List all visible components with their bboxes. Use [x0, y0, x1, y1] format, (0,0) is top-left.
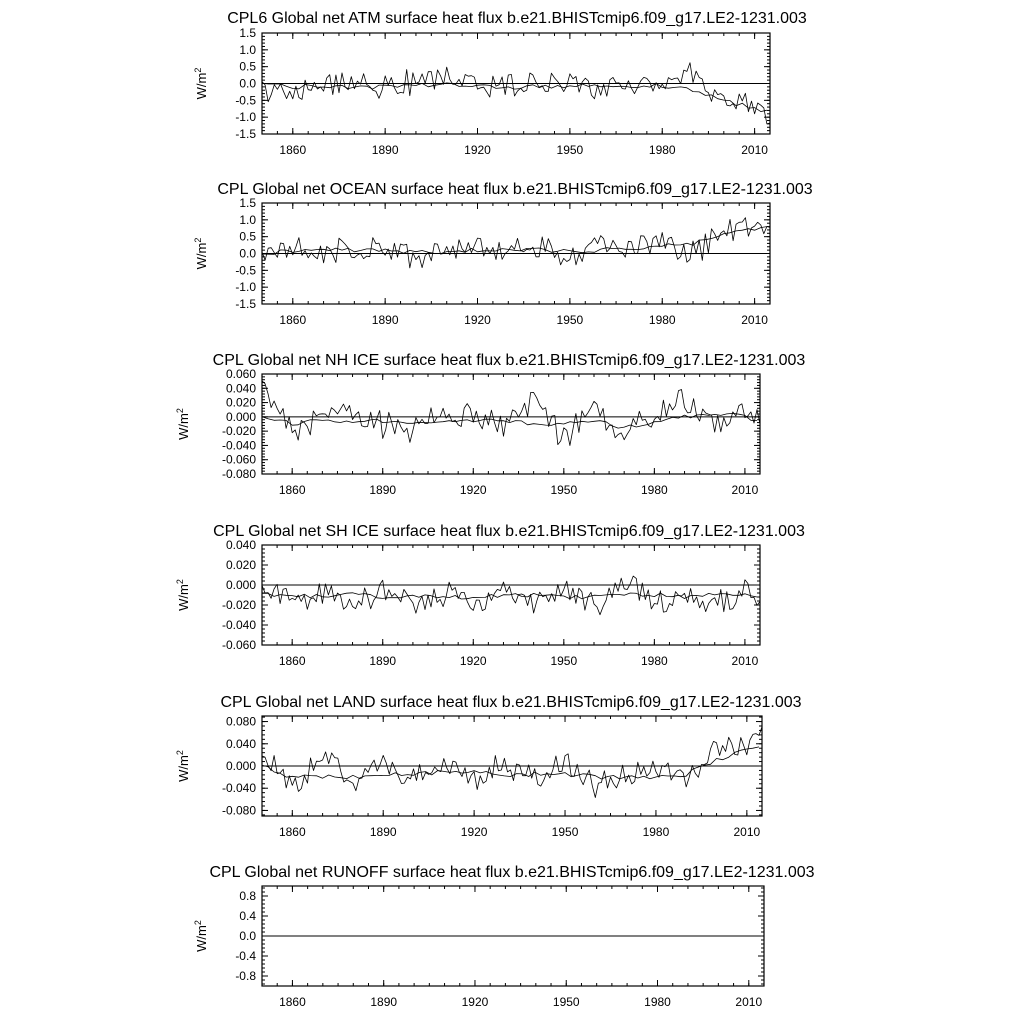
y-tick-label: 1.5 [239, 196, 256, 210]
y-tick-label: -0.060 [221, 452, 256, 467]
plot-frame [262, 374, 760, 474]
x-tick-label: 1980 [648, 313, 676, 327]
y-tick-label: -0.5 [235, 93, 256, 108]
x-tick-label: 1980 [644, 995, 671, 1009]
panel-3 [175, 352, 805, 497]
y-tick-label: -0.040 [221, 618, 256, 632]
y-axis-label: $W/m^2$ [193, 920, 209, 952]
y-tick-label: 0.040 [225, 736, 256, 751]
x-tick-label: 1860 [279, 313, 307, 327]
x-tick-label: 1980 [648, 143, 676, 157]
panel-1 [193, 10, 807, 157]
panel-title: CPL Global net OCEAN surface heat flux b.e21.BHISTcmip6.f09_g17.LE2-1231.003 [217, 181, 813, 198]
x-tick-label: 1920 [464, 313, 491, 327]
x-tick-label: 1920 [461, 995, 489, 1009]
y-axis-label: $W/m^2$ [175, 750, 191, 782]
y-tick-label: 0.4 [239, 909, 256, 923]
x-tick-label: 1890 [371, 313, 399, 327]
y-tick-label: -0.020 [221, 598, 256, 612]
y-tick-label: 0.0 [239, 929, 256, 943]
y-tick-label: -1.5 [235, 127, 256, 141]
y-tick-label: 0.0 [239, 246, 256, 261]
y-tick-label: 0.080 [225, 714, 256, 729]
y-axis-label: $W/m^2$ [175, 579, 191, 611]
y-axis-label: $W/m^2$ [175, 408, 191, 440]
x-tick-label: 1920 [459, 654, 487, 668]
y-tick-label: -1.0 [235, 280, 256, 295]
y-tick-label: 1.0 [239, 212, 256, 227]
y-tick-label: 0.020 [225, 558, 256, 572]
y-tick-label: -0.4 [235, 949, 256, 963]
panel-5 [175, 694, 802, 839]
x-tick-label: 2010 [741, 143, 768, 157]
x-tick-label: 1860 [278, 654, 306, 668]
y-tick-label: 1.5 [239, 26, 256, 40]
panel-6 [193, 864, 815, 1009]
y-tick-label: 0.5 [239, 59, 256, 74]
x-tick-label: 2010 [735, 995, 763, 1009]
x-tick-label: 1890 [371, 143, 399, 157]
x-tick-label: 2010 [731, 483, 759, 497]
y-tick-label: 0.040 [225, 538, 256, 552]
y-tick-label: 0.020 [225, 395, 256, 410]
y-tick-label: -0.020 [221, 424, 256, 439]
y-tick-label: 0.8 [239, 889, 256, 903]
x-tick-label: 1920 [459, 483, 487, 497]
x-tick-label: 1890 [370, 995, 398, 1009]
y-tick-label: 0.040 [225, 381, 256, 396]
y-tick-label: -0.8 [235, 969, 256, 983]
x-tick-label: 1890 [369, 483, 397, 497]
x-tick-label: 1980 [642, 825, 670, 839]
y-axis-label: $W/m^2$ [193, 237, 209, 270]
y-tick-label: 0.000 [225, 759, 256, 773]
panel-title: CPL6 Global net ATM surface heat flux b.e21.BHISTcmip6.f09_g17.LE2-1231.003 [227, 10, 807, 27]
x-tick-label: 2010 [731, 654, 759, 668]
x-tick-label: 1860 [278, 825, 306, 839]
y-tick-label: 0.000 [225, 409, 256, 424]
y-tick-label: 0.5 [239, 229, 256, 244]
x-tick-label: 1950 [556, 313, 584, 327]
series-line-1 [262, 381, 760, 446]
series-line-1 [262, 63, 770, 124]
x-tick-label: 1920 [464, 143, 491, 157]
y-tick-label: 0.000 [225, 578, 256, 592]
y-axis-label: $W/m^2$ [193, 67, 209, 100]
x-tick-label: 1950 [556, 143, 584, 157]
y-tick-label: 0.060 [225, 367, 256, 381]
x-tick-label: 2010 [741, 313, 768, 327]
series-line-1 [262, 218, 770, 268]
panel-2 [193, 181, 813, 327]
series-line-2 [262, 747, 759, 779]
y-tick-label: -0.040 [221, 781, 256, 796]
x-tick-label: 1860 [279, 143, 307, 157]
y-tick-label: -0.080 [221, 467, 256, 481]
panel-title: CPL Global net LAND surface heat flux b.e21.BHISTcmip6.f09_g17.LE2-1231.003 [220, 694, 802, 711]
x-tick-label: 1860 [278, 483, 306, 497]
panel-title: CPL Global net SH ICE surface heat flux b.e21.BHISTcmip6.f09_g17.LE2-1231.003 [213, 523, 805, 540]
panel-title: CPL Global net NH ICE surface heat flux b.e21.BHISTcmip6.f09_g17.LE2-1231.003 [212, 352, 806, 369]
x-tick-label: 1950 [550, 483, 578, 497]
panel-4 [175, 523, 805, 668]
x-tick-label: 1980 [641, 483, 668, 497]
x-tick-label: 1890 [369, 825, 397, 839]
y-tick-label: -0.060 [221, 638, 256, 652]
y-tick-label: -1.0 [235, 110, 256, 125]
y-tick-label: -0.040 [221, 438, 256, 453]
y-tick-label: -0.080 [221, 803, 256, 818]
x-tick-label: 1980 [641, 654, 668, 668]
x-tick-label: 1890 [369, 654, 397, 668]
y-tick-label: -0.5 [235, 263, 256, 278]
x-tick-label: 1950 [551, 825, 579, 839]
y-tick-label: -1.5 [235, 297, 256, 311]
panel-title: CPL Global net RUNOFF surface heat flux b.e21.BHISTcmip6.f09_g17.LE2-1231.003 [209, 864, 815, 881]
x-tick-label: 1950 [552, 995, 580, 1009]
x-tick-label: 1860 [279, 995, 306, 1009]
y-tick-label: 1.0 [239, 42, 256, 57]
x-tick-label: 1920 [460, 825, 488, 839]
x-tick-label: 2010 [733, 825, 761, 839]
y-tick-label: 0.0 [239, 76, 256, 91]
x-tick-label: 1950 [550, 654, 578, 668]
series-line-1 [262, 727, 762, 798]
